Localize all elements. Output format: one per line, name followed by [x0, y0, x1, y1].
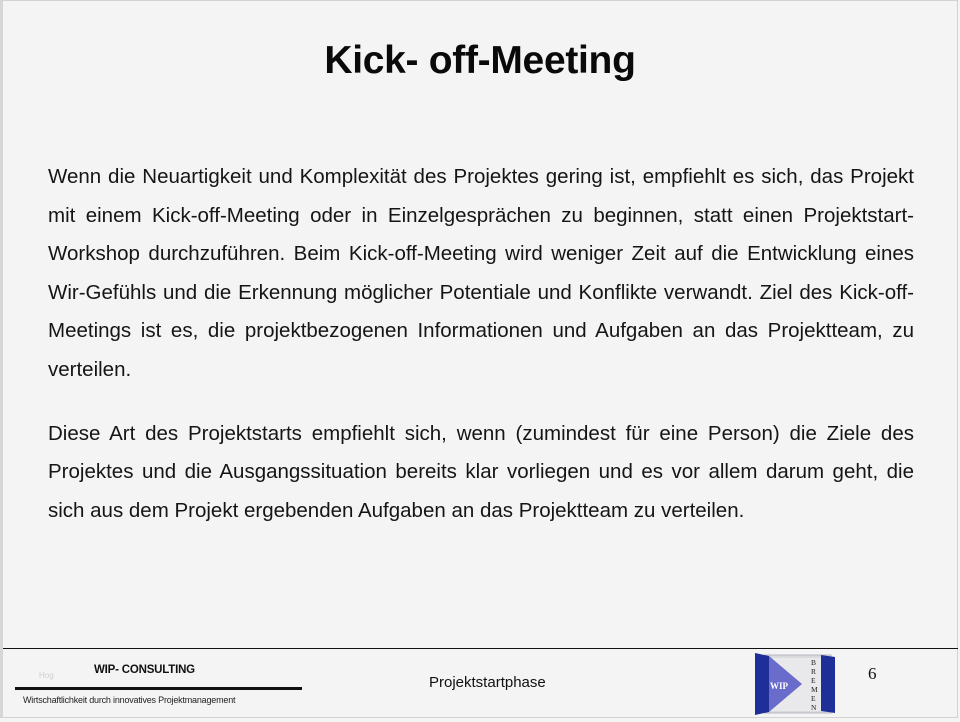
page-number: 6	[868, 664, 877, 683]
svg-text:E: E	[811, 676, 816, 685]
section-label: Projektstartphase	[429, 674, 546, 691]
company-underline	[15, 687, 302, 690]
svg-text:R: R	[811, 667, 817, 676]
svg-text:E: E	[811, 694, 816, 703]
footer-faint-label: Hog	[39, 671, 54, 680]
company-name: WIP- CONSULTING	[94, 664, 195, 676]
body-paragraph-2: Diese Art des Projektstarts empfiehlt sich, wenn (zumindest für eine Person) die Ziele des Projektes und die Ausgangssituation bereits klar vorliegen und es vor allem darum geht, die sich aus dem Projekt ergebenden Aufgaben an das Projektteam zu verteilen.	[48, 421, 914, 522]
slide-body	[48, 158, 914, 530]
slide-title: Kick- off-Meeting	[324, 39, 636, 82]
footer-divider	[3, 648, 958, 649]
body-paragraph-1: Wenn die Neuartigkeit und Komplexität des Projektes gering ist, empfiehlt es sich, das Projekt mit einem Kick-off-Meeting oder in Einzelgesprächen zu beginnen, statt einen Projektstart-Workshop durchzuführen. Beim Kick-off-Meeting wird weniger Zeit auf die Entwicklung eines Wir-Gefühls und die Erkennung möglicher Potentiale und Konflikte verwandt. Ziel des Kick-off-Meetings ist es, die projektbezogenen Informationen und Aufgaben an das Projektteam, zu verteilen.	[48, 165, 914, 381]
svg-text:M: M	[811, 685, 818, 694]
svg-text:WIP: WIP	[770, 681, 788, 691]
company-tagline: Wirtschaftlichkeit durch innovatives Projektmanagement	[23, 695, 236, 705]
wip-bremen-logo-icon	[755, 651, 839, 717]
svg-text:B: B	[811, 658, 817, 667]
svg-text:N: N	[811, 703, 817, 712]
